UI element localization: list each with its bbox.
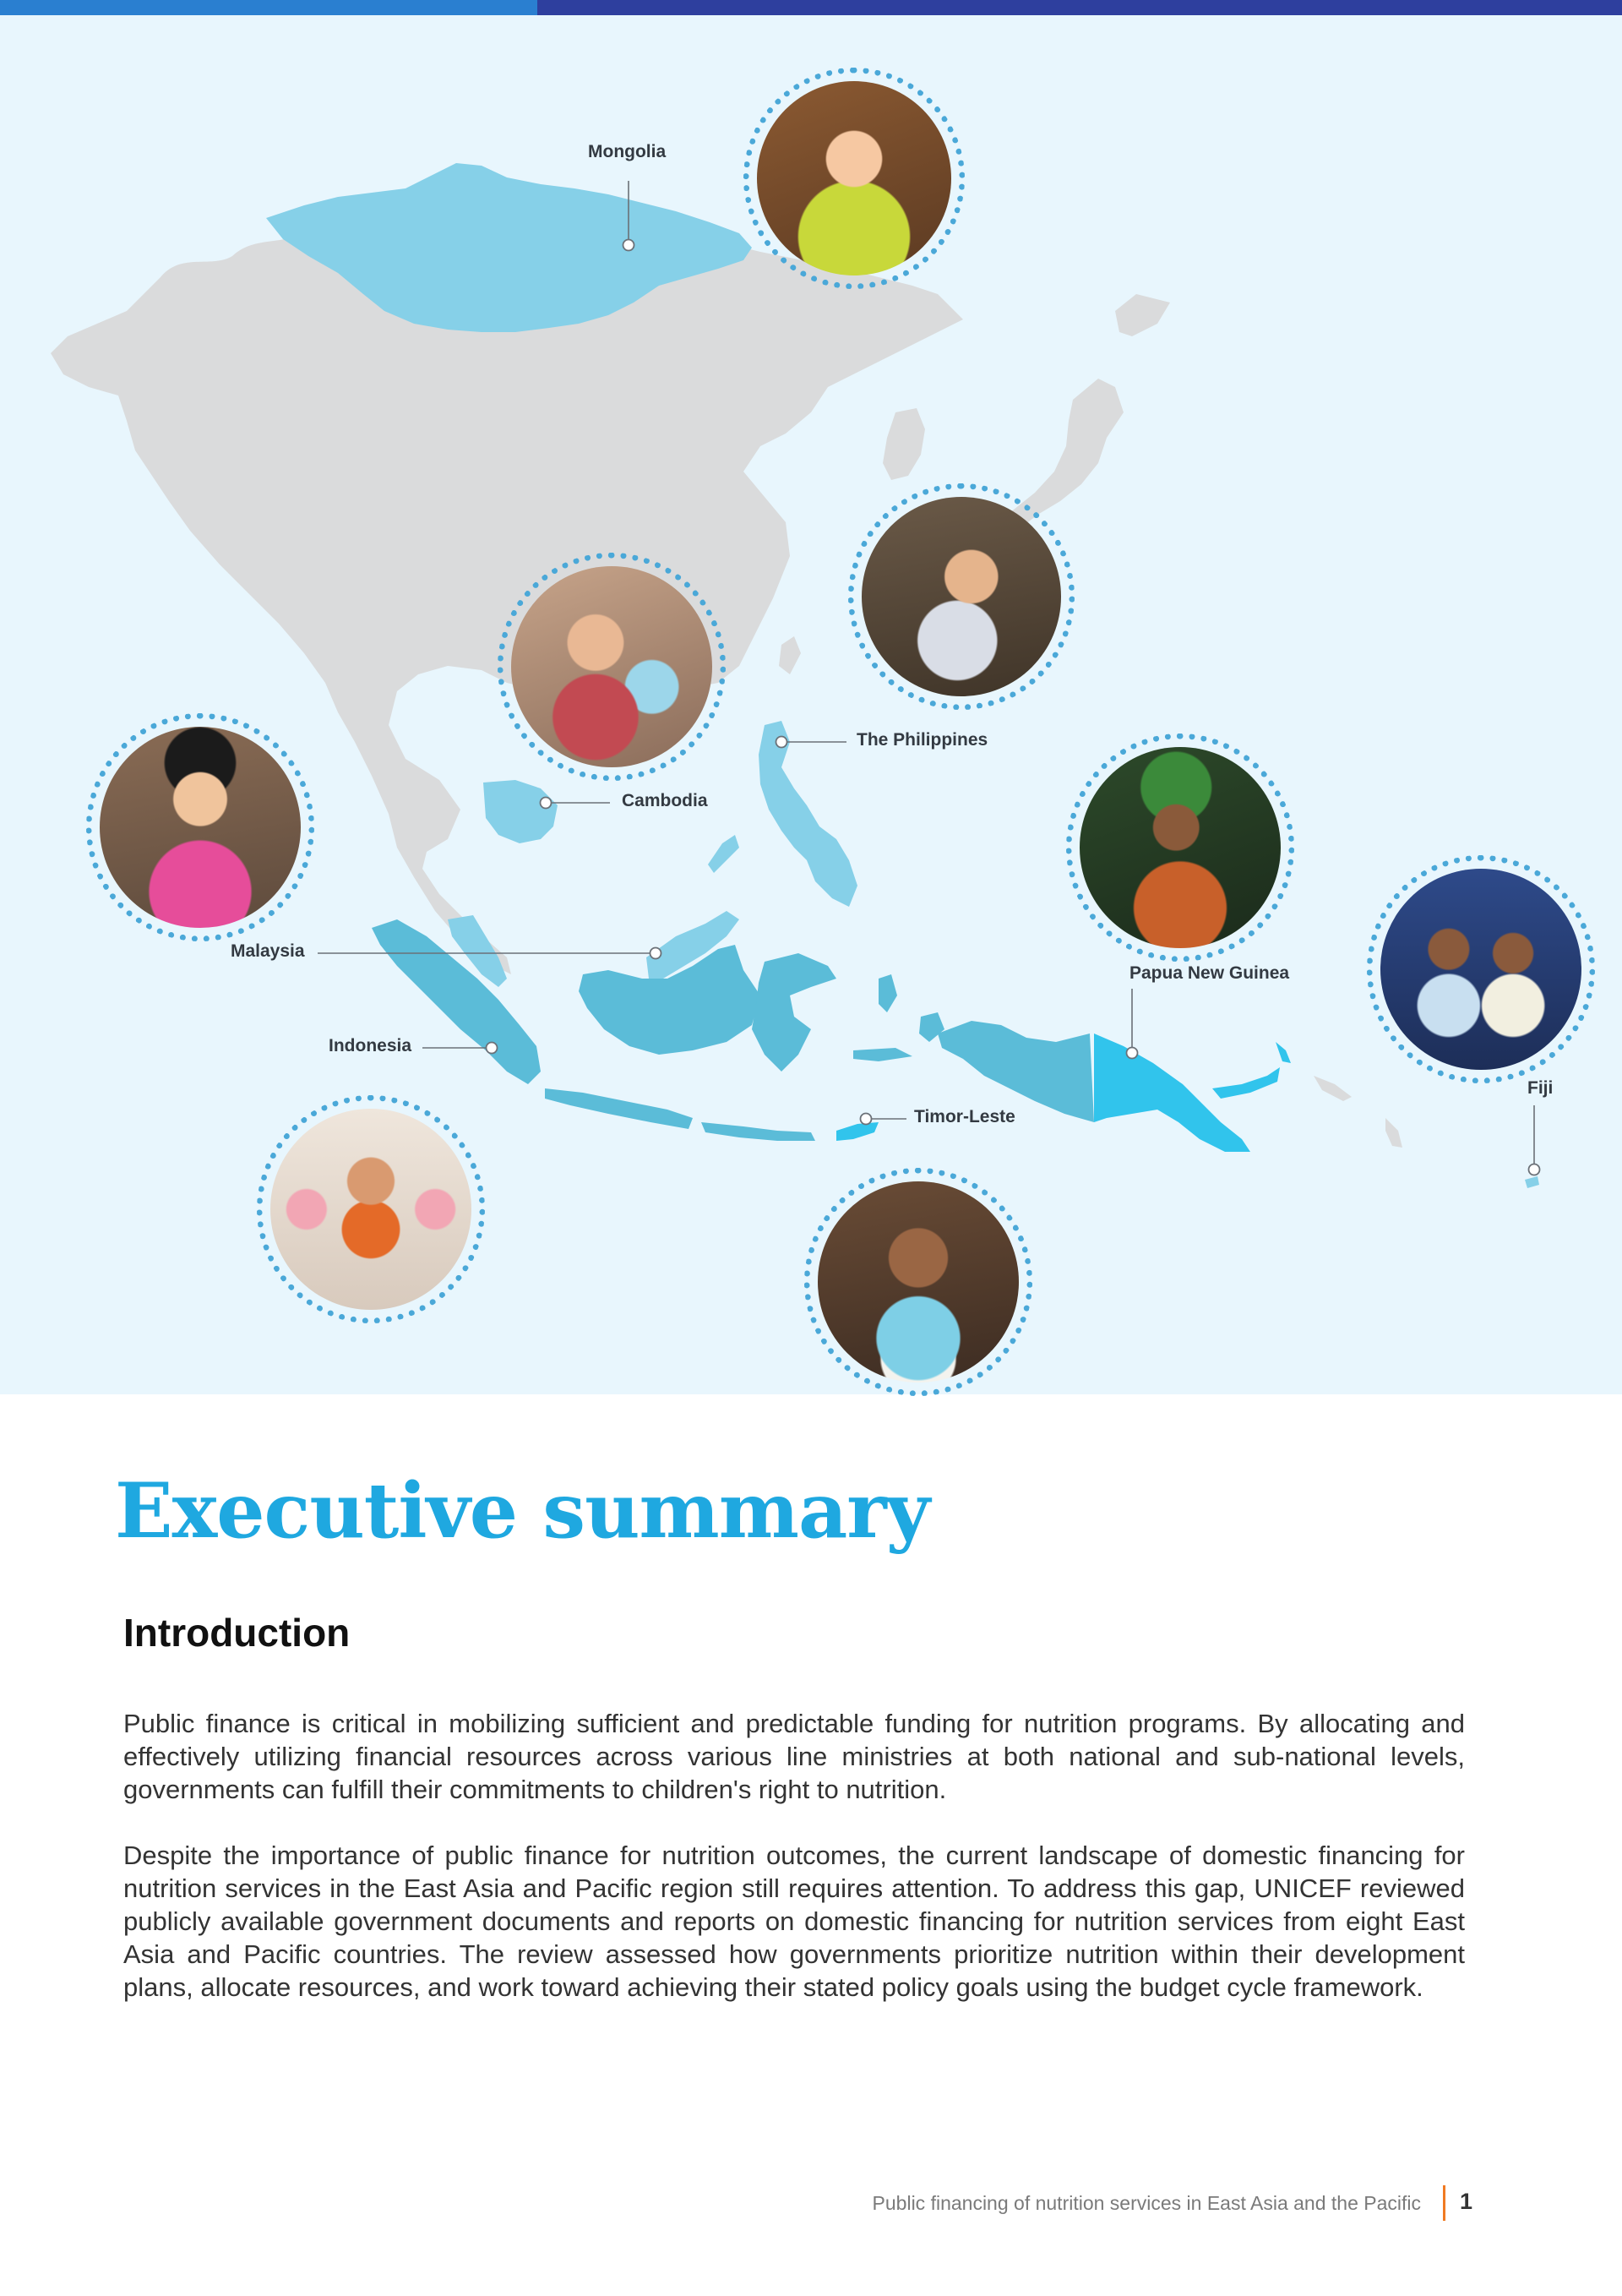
label-fiji: Fiji <box>1527 1078 1554 1098</box>
girl-with-bowl-photo <box>86 713 314 941</box>
paragraph-2: Despite the importance of public finance for nutrition outcomes, the current landscape of domestic financing for nutrition services in the East Asia and Pacific region still requires attention. To address this gap, UNICEF reviewed publicly available government documents and reports on domestic financing for nutrition services from eight East Asia and Pacific countries. The review assessed how governments prioritize nutrition within their development plans, allocate resources, and work toward achieving their stated policy goals using the budget cycle framework. <box>123 1841 1465 2002</box>
page-title: Executive summary <box>115 1466 929 1556</box>
label-cambodia: Cambodia <box>622 791 708 810</box>
page-number: 1 <box>1460 2189 1473 2214</box>
fiji-marker <box>1529 1164 1540 1175</box>
malaysia-marker <box>650 948 661 959</box>
papua-new-guinea-marker <box>1127 1048 1138 1059</box>
paragraph-1: Public finance is critical in mobilizing sufficient and predictable funding for nutrition programs. By allocating and effectively utilizing financial resources across various line ministries at both national and sub-national levels, governments can fulfill their commitments to children's right to nutrition. <box>123 1709 1465 1804</box>
region-map <box>0 15 1622 1394</box>
label-indonesia: Indonesia <box>329 1036 412 1055</box>
indonesia-marker <box>487 1043 498 1054</box>
top-accent-bar-left <box>0 0 537 15</box>
top-accent-bar-right <box>537 0 1622 15</box>
philippines-marker <box>776 737 787 748</box>
mongolia-marker <box>623 240 634 251</box>
boy-with-plate-photo <box>804 1168 1032 1396</box>
footer-separator <box>1443 2185 1445 2221</box>
toddler-eating-photo <box>498 553 726 781</box>
girl-eating-photo <box>743 68 965 289</box>
label-timor-leste: Timor-Leste <box>914 1107 1015 1126</box>
top-accent-bar <box>0 0 1622 15</box>
footer-running-title: Public financing of nutrition services in East Asia and the Pacific <box>872 2192 1421 2214</box>
child-in-traditional-dress-photo <box>1066 734 1294 962</box>
label-malaysia: Malaysia <box>231 941 305 961</box>
label-papua-new-guinea: Papua New Guinea <box>1129 963 1290 983</box>
toddler-on-floor-photo <box>257 1095 485 1323</box>
children-sitting-photo <box>1367 855 1595 1083</box>
timor-leste-marker <box>861 1114 872 1125</box>
cambodia-marker <box>541 798 552 809</box>
label-philippines: The Philippines <box>857 730 988 750</box>
section-heading-introduction: Introduction <box>123 1611 351 1655</box>
label-mongolia: Mongolia <box>588 142 667 161</box>
baby-eating-photo <box>848 483 1075 710</box>
